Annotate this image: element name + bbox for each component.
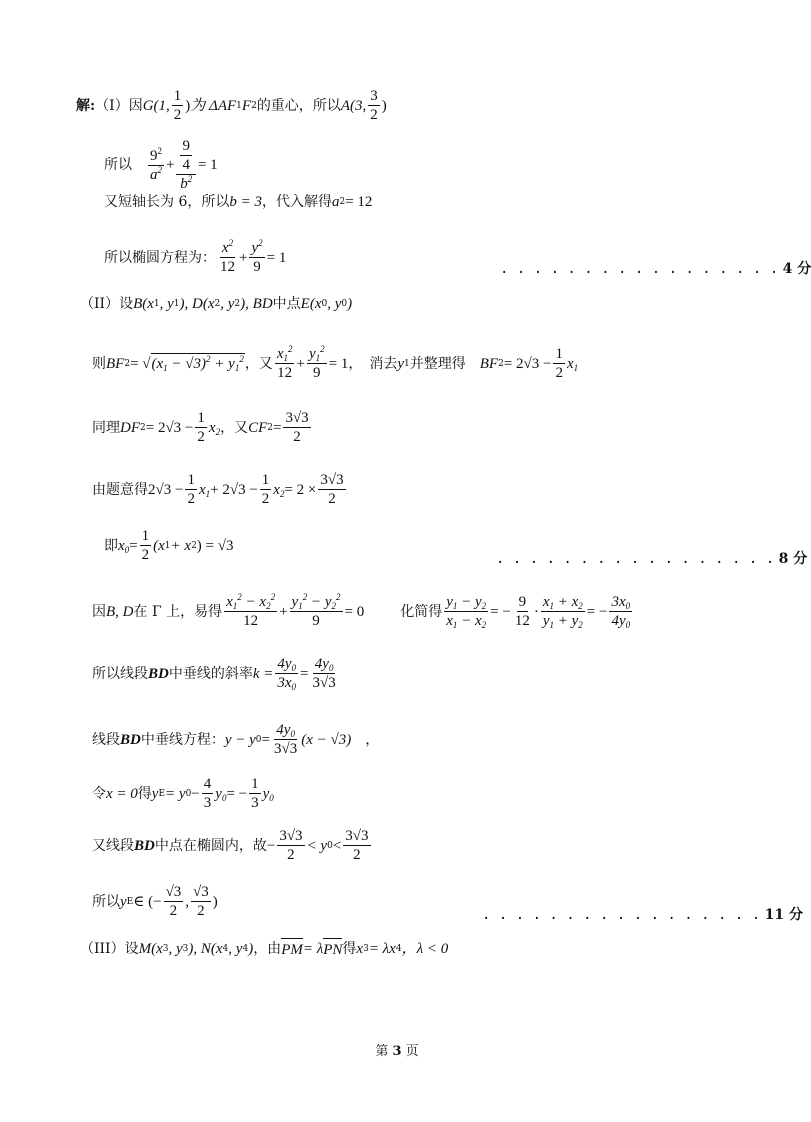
text: ，又 <box>244 355 273 372</box>
numerator: 1 <box>141 528 150 544</box>
math: y − y <box>224 731 256 748</box>
text: 为 ΔAF <box>190 97 237 114</box>
math: (x <box>151 356 164 372</box>
equals: = 1 <box>197 157 218 173</box>
denominator: a <box>150 166 158 183</box>
numerator: 4y <box>314 656 329 672</box>
page-footer <box>0 1040 794 1059</box>
math: DF <box>120 419 140 436</box>
score-value: 11 分 <box>764 907 803 923</box>
denominator: 12 <box>220 259 235 275</box>
numerator: − y <box>457 594 482 610</box>
numerator: x <box>221 240 229 256</box>
part2-tag: （II） <box>80 296 120 312</box>
text: 由题意得 <box>92 481 148 498</box>
text: 中点 <box>272 296 301 312</box>
text: 则 <box>92 355 106 372</box>
math: = <box>261 731 270 748</box>
math: = − <box>586 603 608 620</box>
math: b = 3 <box>229 194 262 210</box>
denominator: 2 <box>370 107 378 123</box>
math: + x <box>170 537 192 554</box>
fraction <box>202 776 214 811</box>
denominator: 2 <box>173 107 182 123</box>
math: = <box>129 537 138 554</box>
math: M(x <box>138 941 163 957</box>
score-part1 <box>500 258 811 278</box>
fraction: $\frac{4y_0}{3√3}$ <box>312 656 336 691</box>
math: = √ <box>130 355 151 372</box>
denominator: 3 <box>203 795 212 811</box>
numerator: 4y <box>276 722 291 738</box>
footer-suffix: 页 <box>405 1044 419 1059</box>
math: = 2√3 − <box>145 419 194 436</box>
denominator: 2 <box>555 365 563 381</box>
denominator: 4y <box>611 613 626 629</box>
fraction <box>343 828 370 863</box>
fraction <box>283 410 310 445</box>
numerator: y <box>291 594 299 610</box>
part2-line1: （II） 设 B(x 1 , y 1 ), D(x 2 , y 2 ), BD 中点 E(x 0 , y 0 ) <box>80 296 353 312</box>
denominator: 2 <box>287 847 295 863</box>
part1-line3: 又短轴长为 6，所以 b = 3 ，代入解得 a 2 = 12 <box>104 194 373 210</box>
score-part2a <box>496 548 807 568</box>
denominator: + y <box>554 613 579 629</box>
denominator: b <box>180 176 188 192</box>
math: − <box>266 837 276 854</box>
math: k = <box>252 665 274 682</box>
part2-line3: 同理 DF 2 = 2√3 − $\frac{1}{2}$ $x_2$ ，又 CF 2 = $\frac{3√3}{2}$ <box>92 410 309 445</box>
text: 令 <box>92 785 106 802</box>
numerator: 9 <box>182 138 190 154</box>
text: 因 <box>92 603 106 620</box>
math: + 2√3 − <box>210 481 258 498</box>
fraction: $\frac{y_1 - y_2}{x_1 - x_2}$ <box>446 594 487 630</box>
math: = y <box>165 785 186 802</box>
numerator: y <box>251 240 259 256</box>
vector-pn: PN <box>323 938 342 960</box>
sqrt-expression: $(x_1 - √3)^2 + y_1^2$ <box>151 354 244 373</box>
numerator: 4 <box>203 776 212 792</box>
denominator: 2 <box>293 429 301 445</box>
paren: ) <box>185 97 191 114</box>
math: x <box>356 941 364 957</box>
fraction <box>260 472 272 507</box>
text: 线段 <box>92 731 120 748</box>
text: 并整理得 <box>409 355 466 372</box>
part2-line9: 令 x = 0 得 y E = y 0 − $\frac{4}{3}$ $y_0$ = − $\frac{1}{3}$ $y_0$ <box>92 776 274 811</box>
numerator: √3 <box>165 884 182 900</box>
score-dots: . . . . . . . . . . . . . . . . . <box>482 907 761 923</box>
math: ，λ < 0 <box>401 941 449 957</box>
math: BD <box>148 665 169 682</box>
text: 的重心，所以 <box>256 97 341 114</box>
fraction: $\frac{y_1^2 - y_2^2}{9}$ <box>291 592 341 629</box>
denominator: 3√3 <box>273 741 298 757</box>
text: 设 <box>119 296 134 312</box>
text: 中垂线的斜率 <box>168 665 253 682</box>
part3-tag: （III） <box>80 941 125 957</box>
denominator: 9 <box>312 613 320 629</box>
math: ∈ (− <box>133 893 162 910</box>
math: = λ <box>302 941 324 957</box>
math: < <box>332 837 342 854</box>
fraction <box>180 138 192 173</box>
score-part2b <box>482 904 803 924</box>
text: 又短轴长为 6，所以 <box>104 194 230 210</box>
numerator: + x <box>554 594 579 610</box>
fraction: $\frac{3x_0}{4y_0}$ <box>611 594 631 630</box>
numerator: − y <box>307 594 332 610</box>
denominator: 9 <box>253 259 261 275</box>
part2-line6: 因 B, D 在 Γ 上，易得 $\frac{x_1^2 - x_2^2}{12}$ + $\frac{y_1^2 - y_2^2}{9}$ = 0 化简得 $\frac{y_1 - y_2}{x_1 - x_2}$ = − $\frac{9}{12}$ · $\frac{x_1 + x_2}{y_1 + y_2}$ = − $\frac{3x_0}{4y_0}$ <box>92 592 631 630</box>
text: 设 <box>124 941 139 957</box>
numerator: 4y <box>277 656 292 672</box>
part2-line11: 所以 y E ∈ (− $\frac{√3}{2}$ , $\frac{√3}{2}$ ) <box>92 884 218 919</box>
denominator: 4 <box>182 157 190 173</box>
numerator: y <box>446 594 453 610</box>
fraction: $\frac{\frac{9}{4}}{b^2}$ <box>176 138 196 192</box>
denominator: 2 <box>169 903 178 919</box>
text: 所以线段 <box>92 665 148 682</box>
numerator: 1 <box>187 472 195 488</box>
fraction: $\frac{x_1^2}{12}$ <box>276 344 293 381</box>
text: 得 <box>137 785 152 802</box>
numerator: √3 <box>193 884 209 900</box>
text: 因 <box>128 97 143 114</box>
numerator: 3√3 <box>320 472 344 488</box>
denominator: 12 <box>243 613 259 629</box>
numerator: 3x <box>611 594 626 610</box>
text: 同理 <box>92 419 120 436</box>
numerator: x <box>542 594 550 610</box>
fraction: $\frac{x^2}{12}$ <box>220 238 235 275</box>
part2-line4: 由题意得 2√3 − $\frac{1}{2}$ $x_1$ + 2√3 − $\frac{1}{2}$ $x_2$ = 2 × $\frac{3√3}{2}$ <box>92 472 344 507</box>
text: 又线段 <box>92 837 134 854</box>
fraction: $\frac{y^2}{9}$ <box>251 238 263 275</box>
part2-line7: 所以线段 BD 中垂线的斜率 k = $\frac{4y_0}{3x_0}$ = $\frac{4y_0}{3√3}$ <box>92 656 336 692</box>
score-dots: . . . . . . . . . . . . . . . . . <box>500 261 779 277</box>
fraction: $\frac{y_1^2}{9}$ <box>308 344 325 381</box>
denominator: 2 <box>261 491 270 507</box>
numerator: 1 <box>251 776 259 792</box>
math: · <box>533 603 539 620</box>
numerator: 9 <box>150 147 158 164</box>
part1-line1: 解: （I） 因 G(1, $\frac{1}{2}$ ) 为 ΔAF 1 F 2 的重心，所以 A(3, $\frac{3}{2}$ ) <box>76 88 387 123</box>
math: = λx <box>368 941 396 957</box>
denominator: 2 <box>328 491 336 507</box>
part1-tag: （I） <box>95 97 129 114</box>
score-value: 8 分 <box>778 551 808 567</box>
math: BF <box>479 355 499 372</box>
fraction <box>172 88 184 123</box>
math: (x <box>153 537 165 554</box>
math: , y <box>168 941 183 957</box>
math: = 2√3 − <box>503 355 552 372</box>
part2-line8: 线段 BD 中垂线方程： y − y 0 = $\frac{4y_0}{3√3}$ (x − √3) ， <box>92 722 380 757</box>
math: , y <box>228 941 243 957</box>
footer-prefix: 第 <box>375 1044 389 1059</box>
text: F <box>241 97 252 114</box>
denominator: 2 <box>197 903 205 919</box>
fraction <box>277 828 304 863</box>
denominator: x <box>446 613 453 629</box>
paren: ) <box>381 97 387 114</box>
denominator: 3x <box>277 675 292 691</box>
part2-line10: 又线段 BD 中点在椭圆内，故 − $\frac{3√3}{2}$ < y 0 < $\frac{3√3}{2}$ <box>92 828 369 863</box>
math: CF <box>248 419 268 436</box>
math: − √3) <box>167 356 207 372</box>
text: ，又 <box>220 419 249 436</box>
numerator: 9 <box>518 594 527 610</box>
math: + y <box>210 356 235 372</box>
fraction <box>185 472 197 507</box>
numerator: 1 <box>173 88 182 104</box>
fraction <box>249 776 261 811</box>
math: B, D <box>106 603 134 620</box>
numerator: 3√3 <box>279 828 303 844</box>
math: B(x <box>133 296 154 312</box>
part2-line5: 即 $x_0$ = $\frac{1}{2}$ (x 1 + x 2 ) = √3 <box>104 528 234 563</box>
fraction: $\frac{9^2}{a^2}$ <box>150 145 162 183</box>
denominator: 9 <box>313 365 321 381</box>
text: 化简得 <box>400 603 443 620</box>
page-number: 3 <box>392 1044 402 1059</box>
text: ，由 <box>253 941 282 957</box>
fraction <box>553 346 565 381</box>
math: a <box>331 194 340 210</box>
math: E(x <box>300 296 322 312</box>
math: 2√3 − <box>148 481 184 498</box>
denominator: 12 <box>277 365 293 381</box>
denominator: 12 <box>514 613 530 629</box>
math: (x − √3) <box>301 731 352 748</box>
denominator: y <box>542 613 550 629</box>
part1-line2 <box>104 138 218 192</box>
numerator: 1 <box>197 410 205 426</box>
math: ), D(x <box>179 296 215 312</box>
fraction <box>164 884 184 919</box>
fraction <box>368 88 380 123</box>
fraction <box>318 472 345 507</box>
math: ), N(x <box>188 941 223 957</box>
denominator: 3√3 <box>312 675 336 691</box>
fraction: $\frac{4y_0}{3x_0}$ <box>277 656 297 692</box>
math: − <box>191 785 200 802</box>
numerator: 3√3 <box>345 828 369 844</box>
equals: = 1 <box>266 249 287 266</box>
math: BD <box>134 837 155 854</box>
math: y <box>151 785 159 802</box>
math: ) = √3 <box>196 537 234 554</box>
math: BD <box>120 731 141 748</box>
numerator: 1 <box>555 346 563 362</box>
solution-label: 解: <box>76 97 96 114</box>
part1-line4: 所以椭圆方程为： $\frac{x^2}{12}$ + $\frac{y^2}{9}$ = 1 <box>104 238 287 275</box>
fraction <box>195 410 207 445</box>
text: 中点在椭圆内，故 <box>154 837 267 854</box>
denominator: 3 <box>251 795 259 811</box>
text: 中垂线方程： <box>140 731 225 748</box>
denominator: 2 <box>141 547 150 563</box>
text: 所以 <box>104 157 132 173</box>
vector-pm: PM <box>281 938 303 960</box>
math: = 2 × <box>284 481 317 498</box>
math: , y <box>220 296 235 312</box>
math: = 12 <box>345 194 373 210</box>
plus: + <box>166 157 175 173</box>
text: 在 Γ 上，易得 <box>133 603 223 620</box>
math: ), BD <box>240 296 273 312</box>
denominator: 2 <box>197 429 205 445</box>
math: ) <box>248 941 254 957</box>
numerator: 3√3 <box>285 410 309 426</box>
fraction: $\frac{4y_0}{3√3}$ <box>273 722 298 757</box>
denominator: − x <box>457 613 482 629</box>
fraction <box>513 594 532 629</box>
math: < y <box>306 837 328 854</box>
math: BF <box>106 355 125 372</box>
denominator: 2 <box>353 847 361 863</box>
part3-line1: （III） 设 M(x 3 , y 3 ), N(x 4 , y 4 ) ，由 PM = λ PN 得 x 3 = λx 4 ，λ < 0 <box>80 938 448 960</box>
a-point: A(3, <box>340 97 367 114</box>
score-value: 4 分 <box>782 261 811 277</box>
text: 得 <box>342 941 357 957</box>
fraction: $\frac{x_1 + x_2}{y_1 + y_2}$ <box>542 594 583 630</box>
text: 所以 <box>92 893 120 910</box>
math: y <box>120 893 127 910</box>
numerator: − x <box>241 594 267 610</box>
fraction <box>140 528 152 563</box>
text: 即 <box>104 537 118 554</box>
math: = 0 <box>344 603 365 620</box>
math: ) <box>347 296 353 312</box>
denominator: 2 <box>187 491 195 507</box>
math: , y <box>159 296 174 312</box>
numerator: 3 <box>370 88 378 104</box>
math: = − <box>226 785 248 802</box>
math: , <box>185 893 190 910</box>
text: 所以椭圆方程为： <box>104 249 216 266</box>
numerator: x <box>226 594 233 610</box>
math: = − <box>490 603 511 620</box>
g-point: G(1, <box>142 97 170 114</box>
score-dots: . . . . . . . . . . . . . . . . . <box>496 551 775 567</box>
math: = 1 <box>328 355 349 372</box>
part2-line2: 则 BF 2 = √ $(x_1 - √3)^2 + y_1^2$ ，又 $\frac{x_1^2}{12}$ + $\frac{y_1^2}{9}$ = 1 ， 消去 y 1 并整理得 BF 2 = 2√3 − $\frac{1}{2}$ $x_1$ <box>92 344 579 381</box>
fraction: $\frac{x_1^2 - x_2^2}{12}$ <box>226 592 276 629</box>
fraction <box>191 884 211 919</box>
math: , y <box>327 296 342 312</box>
math: x = 0 <box>106 785 138 802</box>
text: ，代入解得 <box>261 194 332 210</box>
text: ， <box>365 731 380 748</box>
numerator: 1 <box>261 472 270 488</box>
text: ， 消去 <box>348 355 398 372</box>
math: y <box>397 355 405 372</box>
